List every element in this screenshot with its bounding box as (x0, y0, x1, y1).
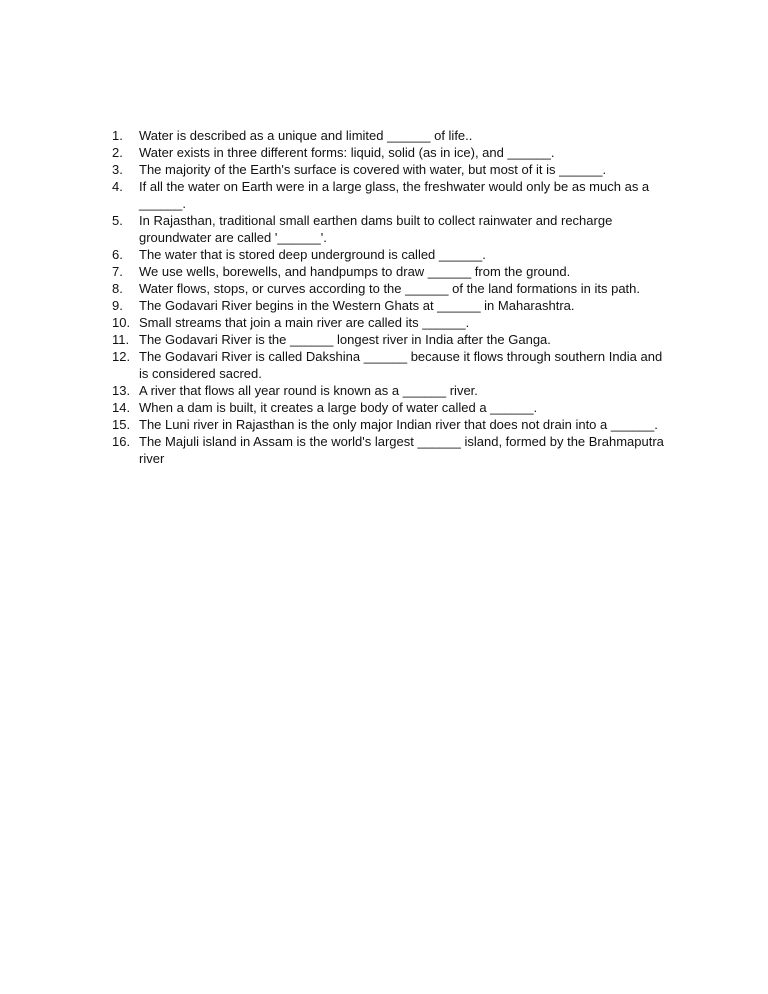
question-text: The water that is stored deep underground is called ______. (139, 247, 486, 262)
question-text: The Majuli island in Assam is the world's largest ______ island, formed by the Brahmaputra river (139, 434, 664, 466)
question-text: We use wells, borewells, and handpumps to draw ______ from the ground. (139, 264, 571, 279)
question-number: 7. (112, 264, 123, 279)
question-text: The Godavari River is called Dakshina ______ because it flows through southern India and is considered sacred. (139, 349, 663, 381)
question-number: 9. (112, 298, 123, 313)
question-number: 10. (112, 315, 131, 330)
question-number: 16. (112, 434, 131, 449)
question-number: 3. (112, 162, 123, 177)
question-text: Small streams that join a main river are called its ______. (139, 315, 470, 330)
question-text: The Luni river in Rajasthan is the only major Indian river that does not drain into a ______. (139, 417, 658, 432)
question-item-1 (112, 127, 672, 144)
question-text: When a dam is built, it creates a large body of water called a ______. (139, 400, 538, 415)
question-text: If all the water on Earth were in a large glass, the freshwater would only be as much as a ______. (139, 179, 650, 211)
question-text: A river that flows all year round is known as a ______ river. (139, 383, 478, 398)
question-number: 8. (112, 281, 123, 296)
question-number: 13. (112, 383, 131, 398)
question-item-6 (112, 246, 672, 263)
question-number: 1. (112, 128, 123, 143)
question-text: The majority of the Earth's surface is covered with water, but most of it is ______. (139, 162, 607, 177)
question-item-10 (112, 314, 672, 331)
question-text: Water is described as a unique and limited ______ of life.. (139, 128, 473, 143)
question-item-2 (112, 144, 672, 161)
question-item-4 (112, 178, 672, 212)
question-item-13 (112, 382, 672, 399)
question-item-3 (112, 161, 672, 178)
question-number: 5. (112, 213, 123, 228)
question-item-12 (112, 348, 672, 382)
question-number: 14. (112, 400, 131, 415)
question-number: 4. (112, 179, 123, 194)
question-text: Water exists in three different forms: liquid, solid (as in ice), and ______. (139, 145, 555, 160)
question-number: 2. (112, 145, 123, 160)
question-item-11 (112, 331, 672, 348)
question-number: 12. (112, 349, 131, 364)
question-text: The Godavari River is the ______ longest river in India after the Ganga. (139, 332, 551, 347)
question-item-16 (112, 433, 672, 467)
question-text: Water flows, stops, or curves according to the ______ of the land formations in its path. (139, 281, 641, 296)
question-number: 15. (112, 417, 131, 432)
question-item-5 (112, 212, 672, 246)
question-number: 6. (112, 247, 123, 262)
question-number: 11. (112, 332, 130, 347)
question-text: The Godavari River begins in the Western Ghats at ______ in Maharashtra. (139, 298, 575, 313)
question-list (112, 127, 672, 467)
question-item-14 (112, 399, 672, 416)
question-item-9 (112, 297, 672, 314)
question-text: In Rajasthan, traditional small earthen dams built to collect rainwater and recharge groundwater are called '______'. (139, 213, 613, 245)
question-item-15 (112, 416, 672, 433)
question-item-8 (112, 280, 672, 297)
question-item-7 (112, 263, 672, 280)
